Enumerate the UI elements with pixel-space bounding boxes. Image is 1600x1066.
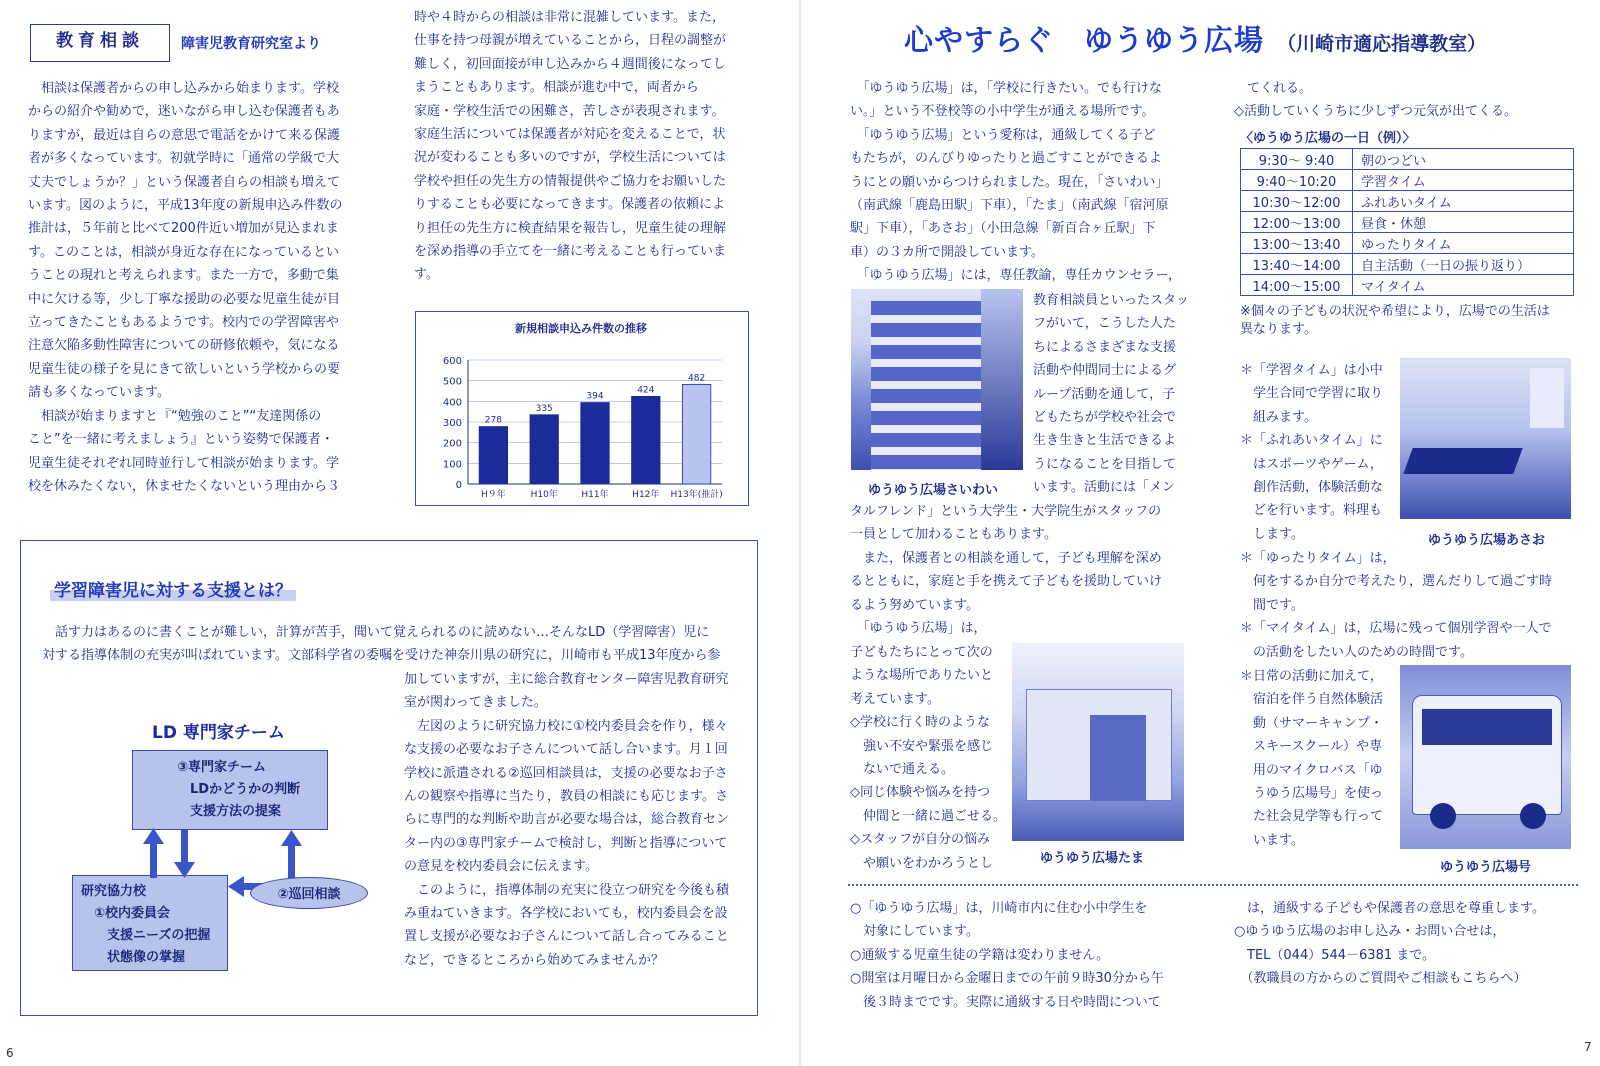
support-paragraph: 話す力はあるのに書くことが難しい，計算が苦手，聞いて覚えられるのに読めない…そんなLD（学習障害）児に 対する指導体制の充実が叫ばれています。文部科学省の委嘱を受けた神奈川県の研究に，川崎市も平成13年度から参 [42,625,721,664]
notes-a: ＊「学習タイム」は小中 学生合同で学習に取り 組みます。 ＊「ふれあいタイム」に はスポーツやゲーム， 創作活動，体験活動な どを行います。料理も します。 [1240,363,1384,542]
schedule-row [1241,254,1574,275]
title-sub: （川崎市適応指導教室） [1277,33,1487,55]
schedule-note: ※個々の子どもの状況や希望により，広場での生活は 異なります。 [1240,304,1550,337]
y-tick-label: 100 [442,459,462,471]
schedule-title: 〈ゆうゆう広場の一日（例）〉 [1240,131,1416,146]
diagram-title: LD 専門家チーム [152,723,285,743]
support-title: 学習障害児に対する支援とは？ [50,576,296,601]
footer-col-1: ○「ゆうゆう広場」は，川崎市内に住む小中学生を 対象にしています。 ○通級する児童生徒の学籍は変わりません。 ○開室は月曜日から金曜日までの午前９時30分から午 後３時までです。実際に通級する日や時間について [850,901,1164,1010]
schedule-activity: 自主活動（一日の振り返り） [1353,254,1574,275]
schedule-activity: ゆったりタイム [1353,233,1574,254]
title-main: 心やすらぐ ゆうゆう広場 [904,23,1265,57]
notes-c: ＊日常の活動に加えて， 宿泊を伴う自然体験活 動（サマーキャンプ・ スキースクール）や専 用のマイクロバス「ゆ うゆう広場号」を使っ た社会見学等も行って います。 [1240,669,1384,848]
right-intro: 「ゆうゆう広場」は，「学校に行きたい。でも行けな い。」という不登校等の小中学生が通える場所です。 「ゆうゆう広場」という愛称は，通級してくる子ど もたちが，のんびりゆったりと過ごすことができるよ うにとの願いからつけられました。現在，「さいわい」 （南武線「鹿島田駅」下車），「たま」（南武線「宿河原 駅」下車），「あさお」（小田急線「新百合ヶ丘駅」下 車）の３カ所で開設しています。 「ゆうゆう広場」には，専任教諭，専任カウンセラー， [850,81,1181,284]
schedule-table [1240,148,1574,296]
schedule-time: 12:00～13:00 [1241,212,1353,233]
chart-bar [682,384,710,484]
y-tick-label: 400 [442,397,462,409]
chart-bar [581,403,609,484]
photo-bus [1400,665,1571,849]
bar-value-label: 335 [535,403,553,414]
chart-title: 新規相談申込み件数の推移 [515,322,647,335]
patrol-oval [250,877,368,909]
place-text: 子どもたちにとって次の ような場所でありたいと 考えています。 ◇学校に行く時のような 強い不安や緊張を感じ ないで通える。 ◇同じ体験や悩みを持つ 仲間と一緒に過ごせる。 ◇スタッフが自分の悩み や願いをわかろうとし [850,645,1007,871]
schedule-time: 9:30～ 9:40 [1241,149,1353,170]
schedule-time: 14:00～15:00 [1241,275,1353,296]
bar-value-label: 424 [637,385,655,396]
staff-text: 教育相談員といったスタッ フがいて，こうした人た ちによるさまざまな支援 活動や仲間同士によるグ ループ活動を通して，子 どもたちが学校や社会で 生き生きと生活できるよ うになることを目指して います。活動には「メン [1033,293,1190,496]
x-tick-label: H11年 [581,490,609,500]
schedule-activity: 昼食・休憩 [1353,212,1574,233]
bar-value-label: 482 [688,373,706,384]
x-tick-label: H９年 [481,490,506,500]
schedule-row [1241,275,1574,296]
x-tick-label: H12年 [632,490,660,500]
right-col2-top: てくれる。 ◇活動していくうちに少しずつ元気が出てくる。 [1234,81,1517,120]
bar-chart [416,312,747,504]
chart-bar [530,415,558,484]
caption-asao: ゆうゆう広場あさお [1428,533,1546,548]
page-number-left: 6 [6,1046,14,1060]
schedule-row [1241,170,1574,191]
caption-bus: ゆうゆう広場号 [1440,860,1532,875]
schedule-row [1241,233,1574,254]
footer-col-2: は，通級する子どもや保護者の意思を尊重します。 ○ゆうゆう広場のお申し込み・お問い合せは， TEL（044）544－6381 まで。 （教職員の方からのご質問やご相談もこちらへ） [1234,901,1545,987]
patrol-label: ②巡回相談 [277,887,341,902]
schedule-time: 13:00～13:40 [1241,233,1353,254]
bar-chart-panel [415,311,749,506]
left-column-1: 相談は保護者からの申し込みから始まります。学校 からの紹介や勧めで，迷いながら申し込む保護者もあ りますが，最近は自らの意思で電話をかけて来る保護 者が多くなっています。初就学時に「通常の学級で大 丈夫でしょうか？」という保護者自らの相談も増えて います。図のように，平成13年度の新規申込み件数の 推計は，５年前と比べて200件近い増加が見込まれま す。このことは，相談が身近な存在になっているとい うことの現れと考えられます。また一方で，多動で集 中に欠ける等，少し丁寧な援助の必要な児童生徒が目 立ってきたこともあるようです。校内での学習障害や 注意欠陥多動性障害についての研修依頼や，気になる 児童生徒の様子を見にきて欲しいという学校からの要 請も多くなっています。 相談が始まりますと『“勉強のこと”“友達関係の こと”を一緒に考えましょう』という姿勢で保護者・ 児童生徒それぞれ同時並行して相談が始まります。学 校を休みたくない，休ませたくないという理由から３ [28,81,343,494]
y-tick-label: 200 [442,438,462,450]
right-title [904,18,1486,59]
y-tick-label: 300 [442,418,462,429]
bar-value-label: 278 [484,415,502,426]
y-tick-label: 500 [442,376,462,388]
photo-asao [1400,358,1571,519]
schedule-time: 10:30～12:00 [1241,191,1353,212]
footer-separator [848,884,1578,886]
schedule-row [1241,191,1574,212]
chart-bar [632,396,660,484]
schedule-row [1241,212,1574,233]
bar-value-label: 394 [586,391,604,402]
page-number-right: 7 [1584,1040,1592,1054]
schedule-time: 13:40～14:00 [1241,254,1353,275]
x-tick-label: H10年 [530,490,558,500]
page-fold [799,0,801,1066]
schedule-row [1241,149,1574,170]
schedule-activity: ふれあいタイム [1353,191,1574,212]
schedule-time: 9:40～10:20 [1241,170,1353,191]
school-box: 研究協力校 ①校内委員会 支援ニーズの把握 状態像の掌握 [72,875,228,971]
caption-tama: ゆうゆう広場たま [1040,851,1145,866]
support-column-2: 加していますが，主に総合教育センター障害児教育研究 室が関わってきました。 左図のように研究協力校に①校内委員会を作り，様々 な支援の必要なお子さんについて話し合います。月１回 学校に派遣される②巡回相談員は，支援の必要なお子さ んの観察や指導に当たり，教員の相談にも応じます。さ らに専門的な判断や助言が必要な場合は，総合教育セン ター内の③専門家チームで検討し，判断と指導について の意見を校内委員会に伝えます。 このように，指導体制の充実に役立つ研究を今後も積 み重ねていきます。各学校においても，校内委員会を設 置し支援が必要なお子さんについて話し合ってみること など，できるところから始めてみませんか？ [404,672,730,968]
section-tag: 教育相談 [30,24,170,62]
left-column-2: 時や４時からの相談は非常に混雑しています。また， 仕事を持つ母親が増えていることから，日程の調整が 難しく，初回面接が申し込みから４週間後になってし まうこともあります。相談が進む中で，両者から 家庭・学校生活での困難さ，苦しさが表現されます。 家庭生活については保護者が対応を変えることで，状 況が変わることも多いのですが，学校生活については 学校や担任の先生方の情報提供やご協力をお願いした りすることも必要になってきます。保護者の依頼によ り担任の先生方に検査結果を報告し，児童生徒の理解 を深め指導の手立てを一緒に考えることも行っていま す。 [414,10,727,283]
expert-team-box: ③専門家チーム LDかどうかの判断 支援方法の提案 [132,750,328,830]
section-source: 障害児教育研究室より [181,36,321,52]
notes-b: ＊「ゆったりタイム」は， 何をするか自分で考えたり，選んだりして過ごす時 間です。 ＊「マイタイム」は，広場に残って個別学習や一人で の活動をしたい人のための時間です。 [1240,551,1553,660]
x-tick-label: H13年(推計) [670,490,723,500]
staff-text-cont: タルフレンド」という大学生・大学院生がスタッフの 一員として加わることもあります。 また，保護者との相談を通して，子ども理解を深め るとともに，家庭と手を携えて子どもを援助していけ るよう努めています。 「ゆうゆう広場」は， [850,504,1163,637]
caption-saiwai: ゆうゆう広場さいわい [868,483,999,498]
schedule-activity: マイタイム [1353,275,1574,296]
photo-saiwai [851,289,1023,470]
schedule-activity: 学習タイム [1353,170,1574,191]
photo-tama [1012,643,1184,841]
y-tick-label: 600 [442,356,462,367]
chart-bar [479,427,507,484]
y-tick-label: 0 [455,480,462,491]
schedule-activity: 朝のつどい [1353,149,1574,170]
